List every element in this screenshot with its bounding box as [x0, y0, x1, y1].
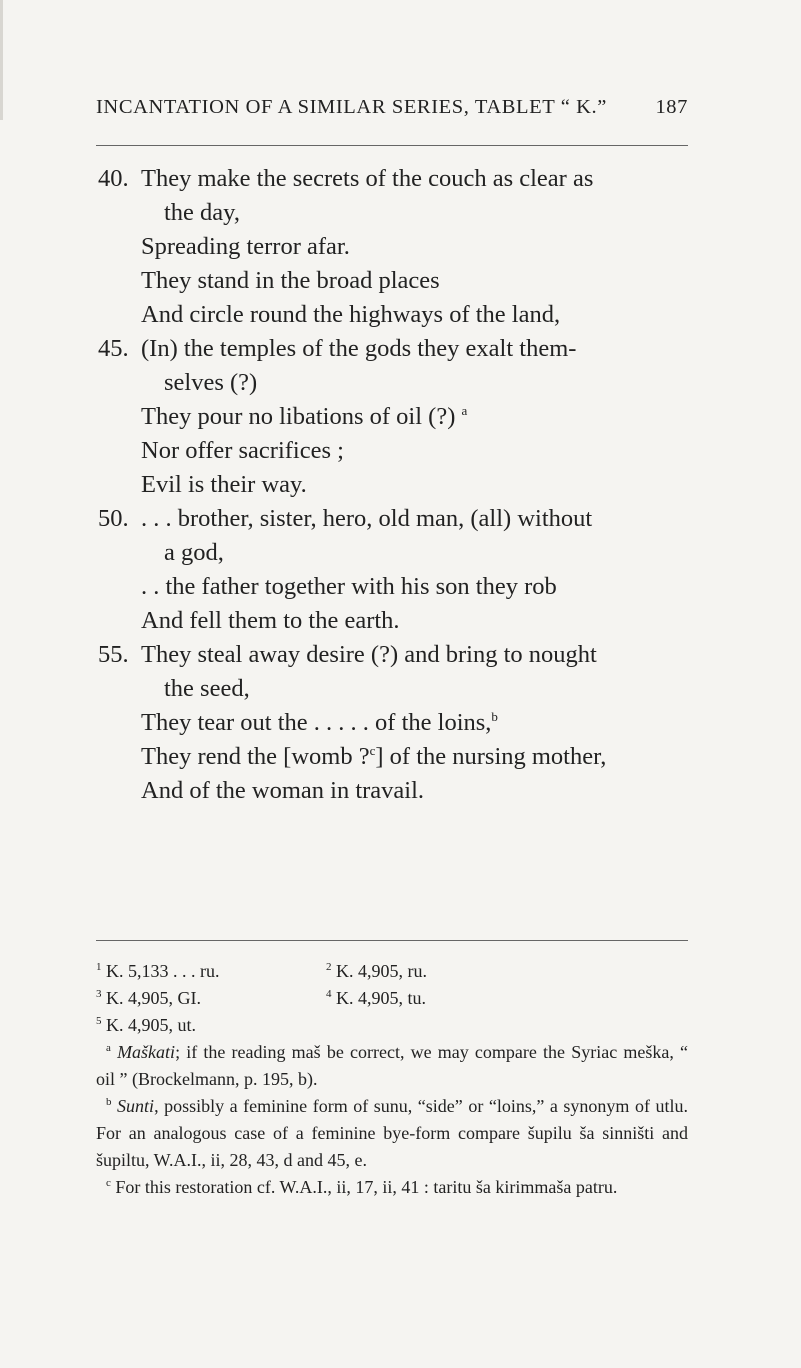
- line-text: the day,: [164, 199, 240, 226]
- footnote-mark: 3: [96, 988, 102, 1000]
- line-text-after: ] of the nursing mother,: [375, 743, 607, 770]
- line-text: (In) the temples of the gods they exalt them-: [141, 335, 577, 362]
- line-text: the seed,: [164, 675, 250, 702]
- footnote-mark: 5: [96, 1015, 102, 1027]
- line-number: 55.: [98, 641, 129, 668]
- line-text-wrap: [141, 402, 467, 432]
- footnote-4: [326, 985, 426, 1012]
- line-text: selves (?): [164, 369, 258, 396]
- line-text: And fell them to the earth.: [141, 607, 400, 634]
- footnote-text: K. 4,905, GI.: [106, 988, 201, 1008]
- footnote-ref: b: [491, 708, 498, 724]
- footnote-c: [96, 1174, 688, 1201]
- line-text: . . the father together with his son they rob: [141, 573, 557, 600]
- line-text: They steal away desire (?) and bring to nought: [141, 641, 597, 668]
- header-rule: [96, 145, 688, 146]
- footnote-lead: Maškati: [117, 1042, 176, 1062]
- line-text-wrap: [141, 742, 606, 772]
- footnote-text: K. 4,905, tu.: [336, 988, 426, 1008]
- line-number: 45.: [98, 335, 129, 362]
- line-text: And of the woman in travail.: [141, 777, 425, 804]
- footnote-text: K. 4,905, ru.: [336, 961, 427, 981]
- footnote-rule: [96, 940, 688, 941]
- line-text: They pour no libations of oil (?): [141, 403, 456, 430]
- footnote-text: K. 4,905, ut.: [106, 1015, 196, 1035]
- footnote-3: [96, 988, 201, 1008]
- footnote-mark: 1: [96, 961, 102, 973]
- footnote-text: K. 5,133 . . . ru.: [106, 961, 220, 981]
- footnote-mark: b: [106, 1096, 112, 1108]
- footnote-mark: 2: [326, 961, 332, 973]
- footnote-mark: 4: [326, 988, 332, 1000]
- page-edge: [0, 0, 3, 120]
- footnote-ref: c: [369, 742, 376, 758]
- line-text: Spreading terror afar.: [141, 233, 350, 260]
- footnote-5: [96, 1015, 196, 1035]
- header-title: INCANTATION OF A SIMILAR SERIES, TABLET “ K.”: [96, 96, 607, 118]
- line-text: They stand in the broad places: [141, 267, 440, 294]
- footnote-mark: a: [106, 1042, 111, 1054]
- footnote-a: [96, 1039, 688, 1093]
- footnote-b: [96, 1093, 688, 1174]
- footnote-text: For this restoration cf. W.A.I., ii, 17, ii, 41 : taritu ša kirimmaša patru.: [115, 1177, 618, 1197]
- footnote-text: ; if the reading maš be correct, we may compare the Syriac meška, “ oil ” (Brockelmann, p. 195, b).: [96, 1042, 689, 1089]
- line-text: And circle round the highways of the land,: [141, 301, 561, 328]
- line-number: 40.: [98, 165, 129, 192]
- line-text: Nor offer sacrifices ;: [141, 437, 344, 464]
- footnote-row: [96, 1012, 688, 1039]
- line-text: They tear out the . . . . . of the loins,: [141, 709, 492, 736]
- line-text: . . . brother, sister, hero, old man, (all) without: [141, 505, 593, 532]
- footnote-row: [96, 985, 688, 1012]
- footnote-2: [326, 958, 427, 985]
- footnote-text: , possibly a feminine form of sunu, “side” or “loins,” a synonym of utlu. For an analogous case of a feminine bye-form compare šupilu ša sinništi and šupiltu, W.A.I., ii, 28, 43, d and 45, e.: [96, 1096, 688, 1170]
- footnote-1: [96, 961, 220, 981]
- line-text: Evil is their way.: [141, 471, 307, 498]
- line-number: 50.: [98, 505, 129, 532]
- footnote-mark: c: [106, 1177, 111, 1189]
- line-text: They rend the [womb ?: [141, 743, 370, 770]
- footnote-row: [96, 958, 688, 985]
- page-number: 187: [655, 96, 688, 118]
- footnote-lead: Sunti: [117, 1096, 155, 1116]
- line-text-wrap: [141, 708, 498, 738]
- line-text: a god,: [164, 539, 224, 566]
- footnote-ref: a: [461, 402, 468, 418]
- line-text: They make the secrets of the couch as clear as: [141, 165, 594, 192]
- running-header: [96, 96, 688, 119]
- footnotes: [96, 958, 688, 1201]
